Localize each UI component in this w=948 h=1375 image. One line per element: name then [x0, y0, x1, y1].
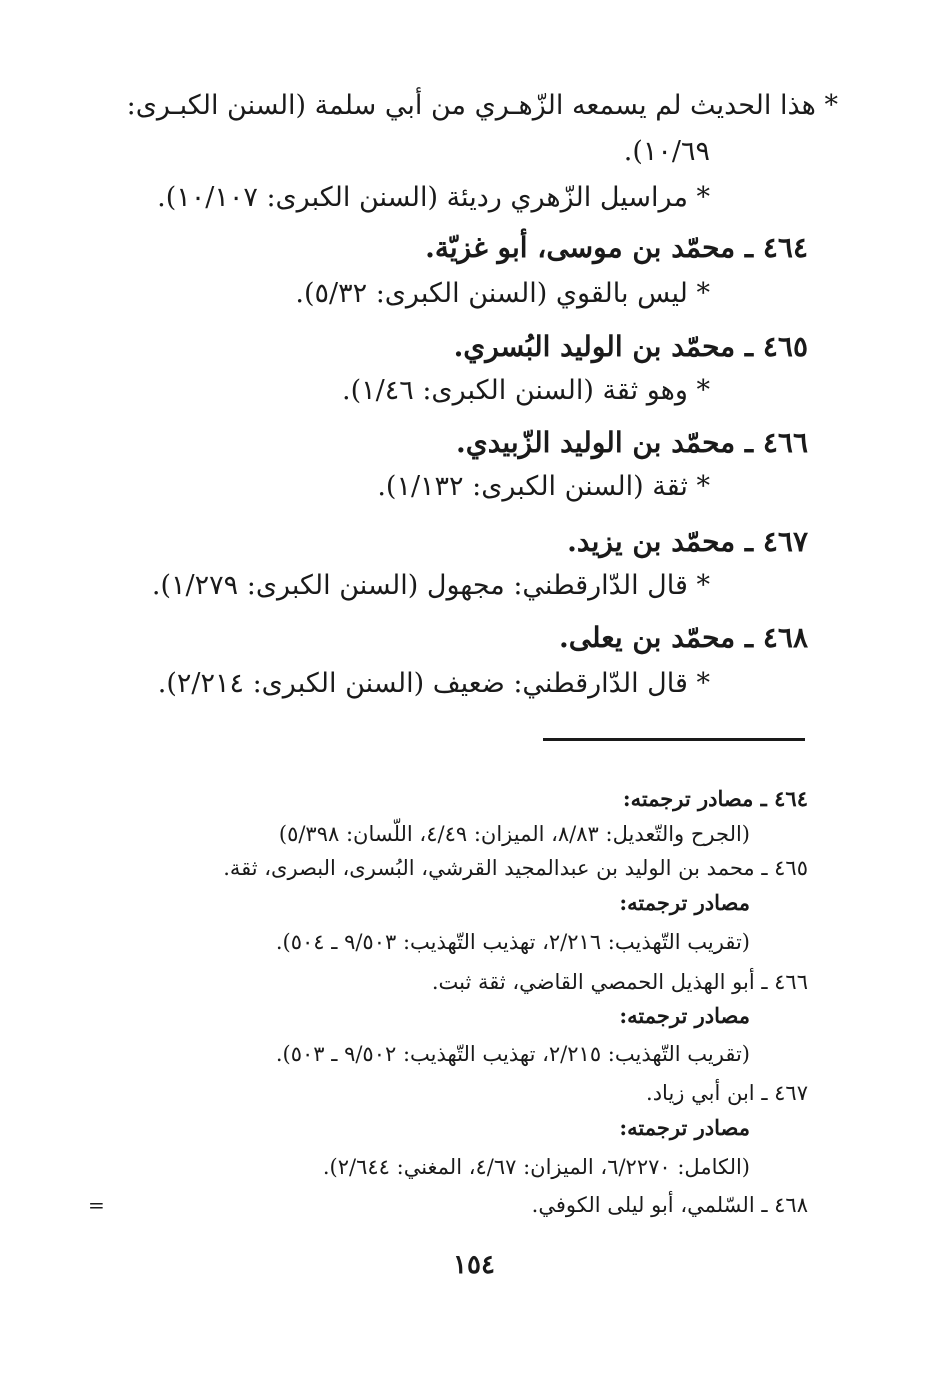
footnote-464-title: ٤٦٤ ـ مصادر ترجمته: [622, 786, 808, 811]
footnote-467-desc: ٤٦٧ ـ ابن أبي زياد. [646, 1081, 808, 1105]
entry-466-heading: ٤٦٦ ـ محمّد بن الوليد الزّبيدي. [456, 426, 808, 459]
footnote-465-refs: (تقريب التّهذيب: ٢/٢١٦، تهذيب التّهذيب: ٩/٥٠٣ ـ ٥٠٤). [275, 930, 750, 954]
footnote-468-desc: ٤٦٨ ـ السّلمي، أبو ليلى الكوفي. [531, 1193, 808, 1217]
footnote-467-sources-label: مصادر ترجمته: [619, 1115, 750, 1140]
entry-464-heading: ٤٦٤ ـ محمّد بن موسى، أبو غزيّة. [425, 231, 808, 264]
footnote-465-sources-label: مصادر ترجمته: [619, 890, 750, 915]
footnote-465-desc: ٤٦٥ ـ محمد بن الوليد بن عبدالمجيد القرشي، البُسرى، البصرى، ثقة. [223, 856, 808, 880]
intro-note-2: * مراسيل الزّهري رديئة (السنن الكبرى: ١٠/١٠٧). [157, 182, 710, 213]
entry-465-heading: ٤٦٥ ـ محمّد بن الوليد البُسري. [453, 330, 808, 363]
page-number: ١٥٤ [453, 1250, 495, 1280]
entry-468-heading: ٤٦٨ ـ محمّد بن يعلى. [558, 621, 808, 654]
entry-465-note: * وهو ثقة (السنن الكبرى: ١/٤٦). [342, 375, 710, 406]
footnote-467-refs: (الكامل: ٦/٢٢٧٠، الميزان: ٤/٦٧، المغني: ٢/٦٤٤). [322, 1155, 750, 1179]
footnote-466-refs: (تقريب التّهذيب: ٢/٢١٥، تهذيب التّهذيب: ٩/٥٠٢ ـ ٥٠٣). [275, 1042, 750, 1066]
footnote-464-refs: (الجرح والتّعديل: ٨/٨٣، الميزان: ٤/٤٩، اللّسان: ٥/٣٩٨) [278, 822, 750, 846]
entry-467-note: * قال الدّارقطني: مجهول (السنن الكبرى: ١/٢٧٩). [151, 570, 710, 601]
margin-mark: = [88, 1193, 105, 1217]
footnote-466-desc: ٤٦٦ ـ أبو الهذيل الحمصي القاضي، ثقة ثبت. [431, 970, 808, 994]
footnote-466-sources-label: مصادر ترجمته: [619, 1003, 750, 1028]
entry-467-heading: ٤٦٧ ـ محمّد بن يزيد. [567, 525, 808, 558]
entry-468-note: * قال الدّارقطني: ضعيف (السنن الكبرى: ٢/٢١٤). [157, 668, 710, 699]
footnote-separator [543, 738, 805, 741]
intro-note-line-1: * هذا الحديث لم يسمعه الزّهـري من أبي سلمة (السنن الكبـرى: [126, 90, 838, 121]
entry-466-note: * ثقة (السنن الكبرى: ١/١٣٢). [377, 471, 710, 502]
intro-note-line-2: ١٠/٦٩). [623, 136, 710, 167]
entry-464-note: * ليس بالقوي (السنن الكبرى: ٥/٣٢). [295, 278, 710, 309]
